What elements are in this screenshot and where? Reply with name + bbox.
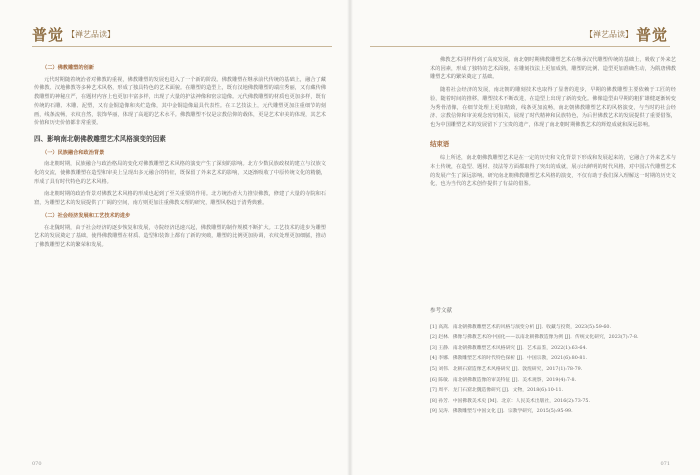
right-header <box>585 24 668 45</box>
paragraph: 元代时期随着统治者对佛教的重视，佛教雕塑的发展也进入了一个新的阶段。佛教雕塑在继承前代传统的基础上，融合了藏传佛教、汉地佛教等多种艺术风格，形成了独具特色的艺术面貌。在雕塑的造型上，既有汉地佛教雕塑的端庄秀丽，又有藏传佛教雕塑的神秘庄严，在题材内容上也更加丰富多样，出现了大量的护法神像和密宗造像。元代佛教雕塑的材质也更加多样，既有传统的石雕、木雕、泥塑，又有金铜造像和夹纻造像，其中金铜造像最具代表性。在工艺技法上，元代雕塑更加注重细节的刻画，线条流畅，衣纹自然，装饰华丽，体现了高超的艺术水平。佛教雕塑不仅是宗教信仰的载体，更是艺术审美的体现，其艺术价值和历史价值都非常重要。 <box>34 76 326 127</box>
section-heading: 四、影响南北朝佛教雕塑艺术风格演变的因素 <box>34 134 166 143</box>
references <box>430 306 676 418</box>
paragraph: 随着社会经济的发展，南北朝的雕刻技术也取得了显著的进步，早期的佛教雕塑主要依赖于工匠的经验，随着时间的推移，雕塑技术不断改进，在造型上出现了新的变化。佛像造型由早期的粗犷雄健逐渐转变为秀骨清像，在细节处理上更加精致，线条更加流畅，南北朝佛教雕塑艺术的风格演变，与当时的社会经济、宗教信仰和审美观念密切相关，展现了时代精神和民族特色，为后世佛教艺术的发展提供了重要借鉴，也为中国雕塑艺术的发展留下了宝贵的遗产，体现了南北朝时期佛教艺术的辉煌成就和深远影响。 <box>430 87 676 128</box>
book-gutter <box>347 0 353 475</box>
left-header-tag: 【禅艺品读】 <box>67 30 116 39</box>
reference-item: [6] 陈敏．南北朝佛教造像的审美特征 [J]．美术观察，2019(4):7-8. <box>430 377 577 383</box>
subsection-heading: （一）民族融合和政治背景 <box>42 149 105 156</box>
left-header-rule <box>32 46 332 47</box>
reference-item: [3] 王静．南北朝佛教雕塑艺术风格研究 [J]．艺术品鉴，2022(1):63-64. <box>430 345 588 351</box>
subsection-heading: （二）社会经济发展和工艺技术的进步 <box>42 212 131 219</box>
left-header-logo: 普觉 <box>32 26 65 44</box>
right-page-number: 071 <box>660 461 670 467</box>
left-page-number: 070 <box>32 461 42 467</box>
left-header <box>32 24 115 45</box>
right-header-tag: 【禅艺品读】 <box>584 30 633 39</box>
right-header-logo: 普觉 <box>635 26 668 44</box>
paragraph: 南北朝时期的政治背景对佛教艺术风格的形成也起到了至关重要的作用。北方统治者大力推崇佛教，修建了大量的寺院和石窟，为雕塑艺术的发展提供了广阔的空间，南方则更加注重佛教义理的研究，雕塑风格趋于清秀典雅。 <box>34 191 326 207</box>
right-body <box>430 56 676 193</box>
paragraph: 南北朝时期，民族融合与政治格局的变化对佛教雕塑艺术风格的演变产生了深刻的影响。北方少数民族政权的建立与汉族文化的交流，使佛教雕塑在造型和审美上呈现出多元融合的特征，既保留了外来艺术的影响，又逐渐吸收了中原传统文化的精髓，形成了具有时代特色的艺术风格。 <box>34 161 326 185</box>
reference-item: [5] 刘伟．北朝石窟造像艺术风格研究 [J]．敦煌研究，2017(1):78-79. <box>430 366 583 372</box>
reference-item: [8] 孙芳．中国佛教美术史 [M]．北京：人民美术出版社，2016(2):73-75. <box>430 398 591 404</box>
right-header-rule <box>370 46 670 47</box>
paragraph: 综上所述，南北朝佛教雕塑艺术是在一定的历史和文化背景下形成和发展起来的，它融合了外来艺术与本土传统，在造型、题材、技法等方面都取得了突出的成就，展示出鲜明的时代风格，对中国古代雕塑艺术的发展产生了深远影响。研究南北朝佛教雕塑艺术风格的演变，不仅有助于我们深入理解这一时期的历史文化，也为当代的艺术创作提供了有益的借鉴。 <box>430 155 676 188</box>
reference-item: [9] 吴涛．佛教雕塑与中国文化 [J]．宗教学研究，2015(5):95-99. <box>430 409 573 415</box>
paragraph: 佛教艺术同样得到了高度发展。南北朝时期佛教雕塑艺术在继承汉代雕塑传统的基础上，吸收了外来艺术的因素，形成了独特的艺术面貌，在雕刻技法上更加成熟，雕塑的比例、造型更加准确生动，为隋唐佛教雕塑艺术的繁荣奠定了基础。 <box>430 57 676 81</box>
reference-item: [7] 周平．龙门石窟北魏造像研究 [J]．文物，2018(6):10-11. <box>430 388 564 394</box>
references-title: 参考文献 <box>430 308 453 314</box>
reference-item: [1] 高嵩．南北朝佛教雕塑艺术的风格与演变分析 [J]．收藏与投资，2023(5):59-60. <box>430 324 612 330</box>
reference-item: [2] 赵林．佛像与佛教艺术的中国化——以南北朝佛教造像为例 [J]．传统文化研究，2023(7):7-8. <box>430 335 639 341</box>
subsection-heading: （二）佛教雕塑的创新 <box>42 65 94 71</box>
conclusion-heading: 结束语 <box>430 139 450 148</box>
paragraph: 在北魏时期，由于社会经济的逐步恢复和发展，寺院经济迅速兴起，佛教雕塑的制作规模不断扩大。工艺技术的进步为雕塑艺术的发展奠定了基础，使得佛教雕塑在材质、造型和装饰上都有了新的突破，雕塑的比例更加协调，衣纹处理更加细腻，推动了佛教雕塑艺术的繁荣和发展。 <box>34 224 326 248</box>
left-body <box>34 62 326 254</box>
reference-item: [4] 李娜．佛教雕塑艺术的时代特色探析 [J]．中国宗教，2021(6):80-81. <box>430 356 588 362</box>
